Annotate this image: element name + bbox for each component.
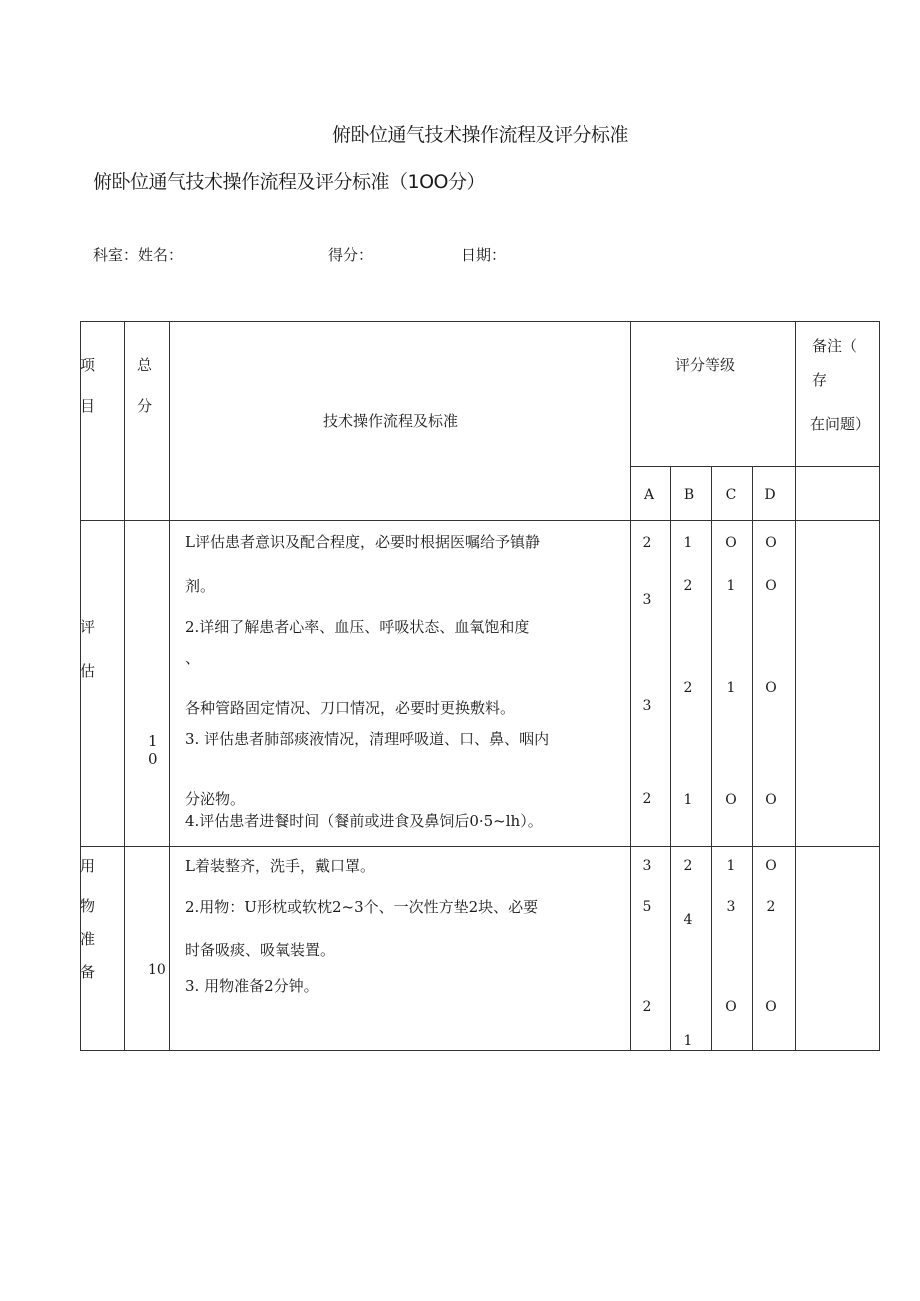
grade-d-value: O <box>765 999 777 1015</box>
grade-d-value: O <box>765 578 777 594</box>
header-procedure: 技术操作流程及标准 <box>323 412 459 430</box>
header-remark-3: 在问题） <box>810 415 871 433</box>
grade-c-value: 1 <box>726 858 736 874</box>
grade-a-value: 5 <box>642 899 652 915</box>
grade-b-value: 1 <box>683 1033 693 1049</box>
header-total-1: 总 <box>137 356 153 374</box>
procedure-line: 2.用物：U形枕或软枕2~3个、一次性方垫2块、必要 <box>185 898 539 916</box>
date-label: 日期： <box>461 246 507 264</box>
header-item-1: 项 <box>80 356 96 374</box>
section-total-2: 0 <box>148 750 158 768</box>
score-label: 得分： <box>328 246 374 264</box>
section-item-4: 备 <box>80 963 96 981</box>
header-total-2: 分 <box>137 397 153 415</box>
grade-c-value: O <box>725 999 737 1015</box>
header-remark-2: 存 <box>812 371 828 389</box>
header-item-2: 目 <box>80 397 96 415</box>
grade-c-value: 3 <box>726 899 736 915</box>
grade-d-value: O <box>765 680 777 696</box>
section-item-2: 估 <box>80 662 96 680</box>
grade-a-value: 3 <box>642 592 652 608</box>
header-remark-1: 备注（ <box>812 337 858 355</box>
grade-c-value: O <box>725 535 737 551</box>
grade-a-value: 2 <box>642 999 652 1015</box>
grade-b-value: 4 <box>683 912 693 928</box>
grade-d-value: O <box>765 535 777 551</box>
grade-c-value: 1 <box>726 578 736 594</box>
section-total: 10 <box>148 962 166 978</box>
grade-a-value: 3 <box>642 858 652 874</box>
procedure-line: 剂。 <box>185 577 216 595</box>
grade-d-value: O <box>765 858 777 874</box>
procedure-line: 2.详细了解患者心率、血压、呼吸状态、血氧饱和度 <box>185 618 530 636</box>
section-item-1: 用 <box>80 857 96 875</box>
header-grade-c: C <box>725 487 737 503</box>
dept-name-label: 科室：姓名： <box>93 246 184 264</box>
grade-c-value: O <box>725 792 737 808</box>
grade-b-value: 2 <box>683 680 693 696</box>
header-grade-a: A <box>643 487 655 503</box>
grade-a-value: 3 <box>642 698 652 714</box>
section-item-1: 评 <box>80 618 96 636</box>
page-title: 俯卧位通气技术操作流程及评分标准 <box>331 124 628 146</box>
header-grade: 评分等级 <box>675 356 736 374</box>
grade-d-value: 2 <box>766 899 776 915</box>
procedure-line: L着装整齐，洗手，戴口罩。 <box>185 857 375 875</box>
procedure-line: 3. 评估患者肺部痰液情况，清理呼吸道、口、鼻、咽内 <box>185 730 550 748</box>
section-total-1: 1 <box>148 732 158 750</box>
grade-a-value: 2 <box>642 791 652 807</box>
grade-a-value: 2 <box>642 535 652 551</box>
grade-b-value: 2 <box>683 578 693 594</box>
procedure-line: L评估患者意识及配合程度，必要时根据医嘱给予镇静 <box>185 533 540 551</box>
grade-b-value: 1 <box>683 535 693 551</box>
procedure-line: 各种管路固定情况、刀口情况，必要时更换敷料。 <box>185 699 516 717</box>
grade-b-value: 1 <box>683 792 693 808</box>
procedure-line: 时备吸痰、吸氧装置。 <box>185 941 336 959</box>
page-subtitle: 俯卧位通气技术操作流程及评分标准（1OO分） <box>93 171 485 193</box>
header-grade-d: D <box>764 487 776 503</box>
procedure-line: 分泌物。 <box>185 790 246 808</box>
grade-b-value: 2 <box>683 858 693 874</box>
header-grade-b: B <box>683 487 695 503</box>
procedure-line: 3. 用物准备2分钟。 <box>185 977 319 995</box>
procedure-line: 、 <box>185 649 201 667</box>
grade-c-value: 1 <box>726 680 736 696</box>
procedure-line: 4.评估患者进餐时间（餐前或进食及鼻饲后0·5~lh）。 <box>185 812 543 830</box>
section-item-3: 准 <box>80 930 96 948</box>
grade-d-value: O <box>765 792 777 808</box>
section-item-2: 物 <box>80 897 96 915</box>
